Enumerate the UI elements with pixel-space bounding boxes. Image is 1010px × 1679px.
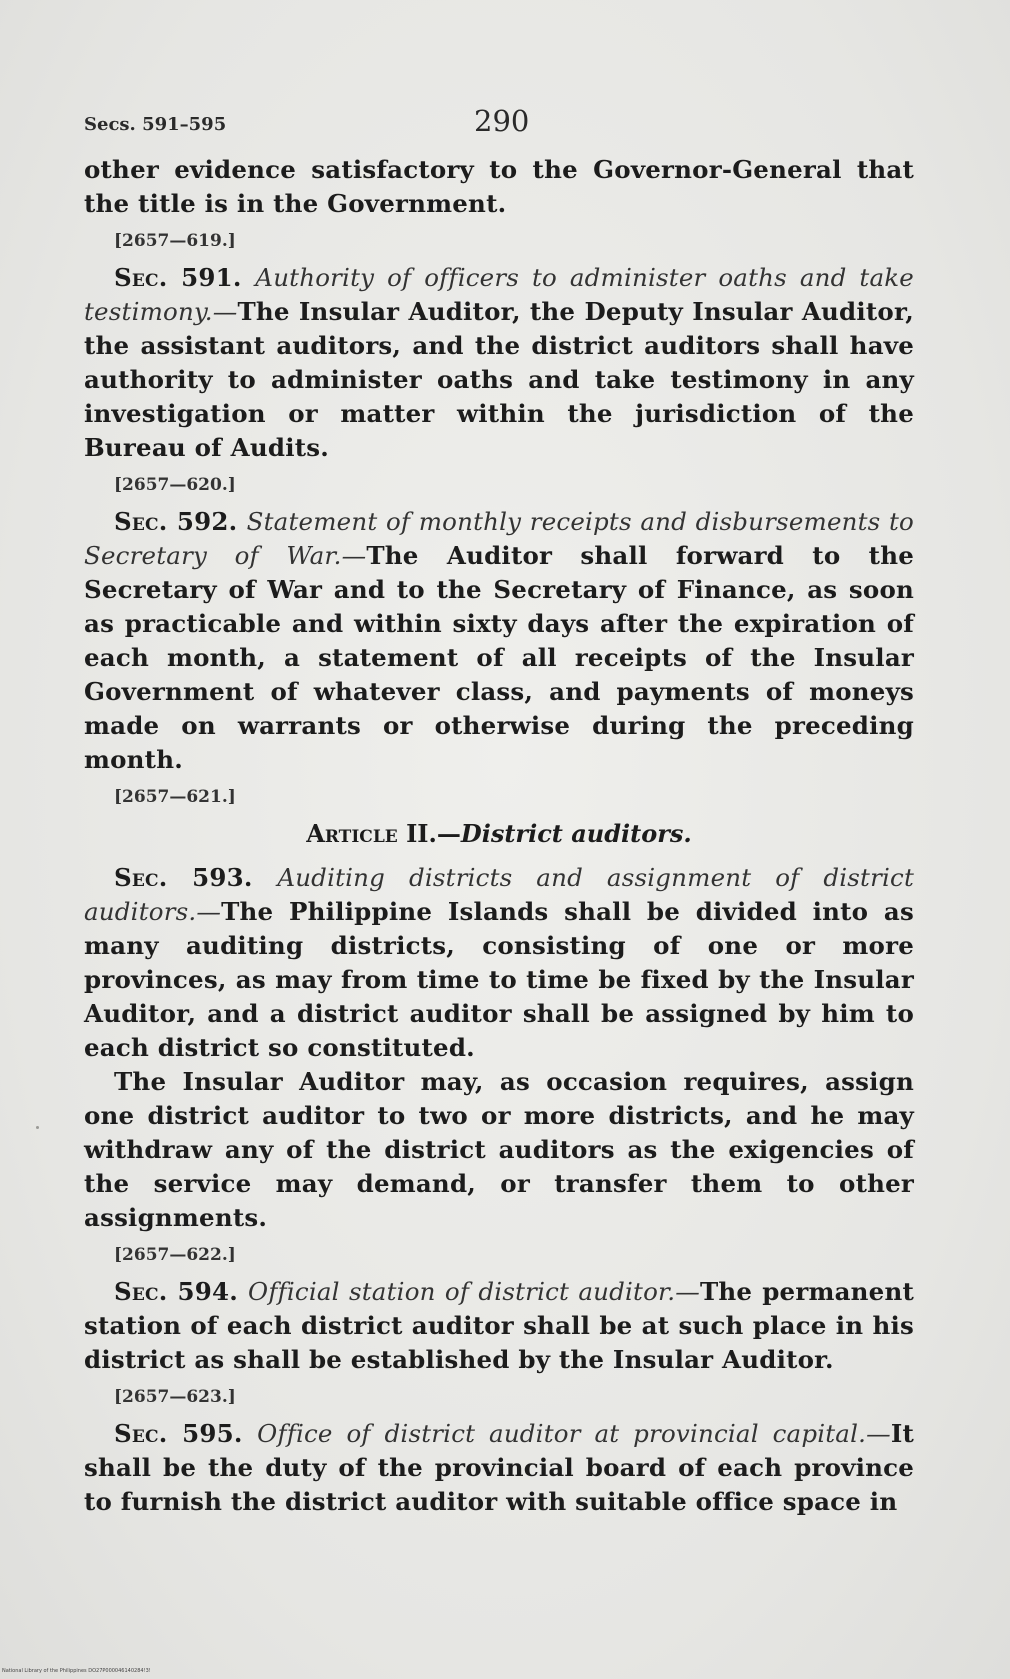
section-range: Secs. 591–595 (84, 114, 227, 135)
paragraph-text: other evidence satisfactory to the Governor-General that the title is in the Government. (84, 155, 914, 218)
scan-speck (36, 1126, 39, 1129)
section-text: The permanent station of each district auditor shall be at such place in his district as shall be established by the Insular Auditor. (84, 1277, 914, 1374)
section-title: Statement of monthly receipts and disbursements to Secretary of War.— (84, 507, 915, 570)
section-text: The Insular Auditor, the Deputy Insular Auditor, the assistant auditors, and the district auditors shall have authority to administer oaths and take testimony in any investigation or matter within the jurisdiction of the Bureau of Audits. (84, 297, 914, 462)
continuation-paragraph (84, 153, 914, 221)
scan-footer-note: National Library of the Philippines DO27P000046140284!3! (2, 1668, 151, 1674)
article-heading (84, 817, 914, 851)
section-label: Sec. 592. (114, 507, 238, 536)
source-reference: [2657—622.] (114, 1245, 236, 1265)
section-593 (84, 861, 914, 1065)
section-592 (84, 505, 914, 777)
section-label: Sec. 594. (114, 1277, 239, 1306)
section-text: The Philippine Islands shall be divided into as many auditing districts, consisting of one or more provinces, as may from time to time be fixed by the Insular Auditor, and a district auditor shall be assigned by him to each district so constituted. (84, 897, 914, 1062)
section-label: Sec. 591. (114, 263, 242, 292)
section-595 (84, 1417, 914, 1519)
article-label: Article II.— (306, 819, 461, 848)
section-text: It shall be the duty of the provincial board of each province to furnish the district auditor with suitable office space in (84, 1419, 915, 1516)
section-594 (84, 1275, 914, 1377)
paragraph-text: The Insular Auditor may, as occasion requires, assign one district auditor to two or more districts, and he may withdraw any of the district auditors as the exigencies of the service may demand, or transfer them to other assignments. (84, 1067, 914, 1232)
section-title: Authority of officers to administer oaths and take testimony.— (84, 263, 914, 326)
section-593-paragraph-2 (84, 1065, 914, 1235)
section-label: Sec. 595. (114, 1419, 243, 1448)
section-title: Office of district auditor at provincial capital.— (257, 1419, 891, 1448)
article-title: District auditors. (460, 819, 692, 848)
source-reference: [2657—620.] (114, 475, 236, 495)
body-text (84, 153, 914, 1519)
section-title: Auditing districts and assignment of district auditors.— (84, 863, 914, 926)
running-head (84, 104, 914, 144)
section-591 (84, 261, 914, 465)
source-reference: [2657—621.] (114, 787, 236, 807)
section-text: The Auditor shall forward to the Secretary of War and to the Secretary of Finance, as soon as practicable and within sixty days after the expiration of each month, a statement of all receipts of the Insular Government of whatever class, and payments of moneys made on warrants or otherwise during the preceding month. (84, 541, 914, 774)
section-label: Sec. 593. (114, 863, 253, 892)
section-title: Official station of district auditor.— (248, 1277, 700, 1306)
page-number: 290 (474, 104, 530, 138)
source-reference: [2657—619.] (114, 231, 236, 251)
source-reference: [2657—623.] (114, 1387, 236, 1407)
